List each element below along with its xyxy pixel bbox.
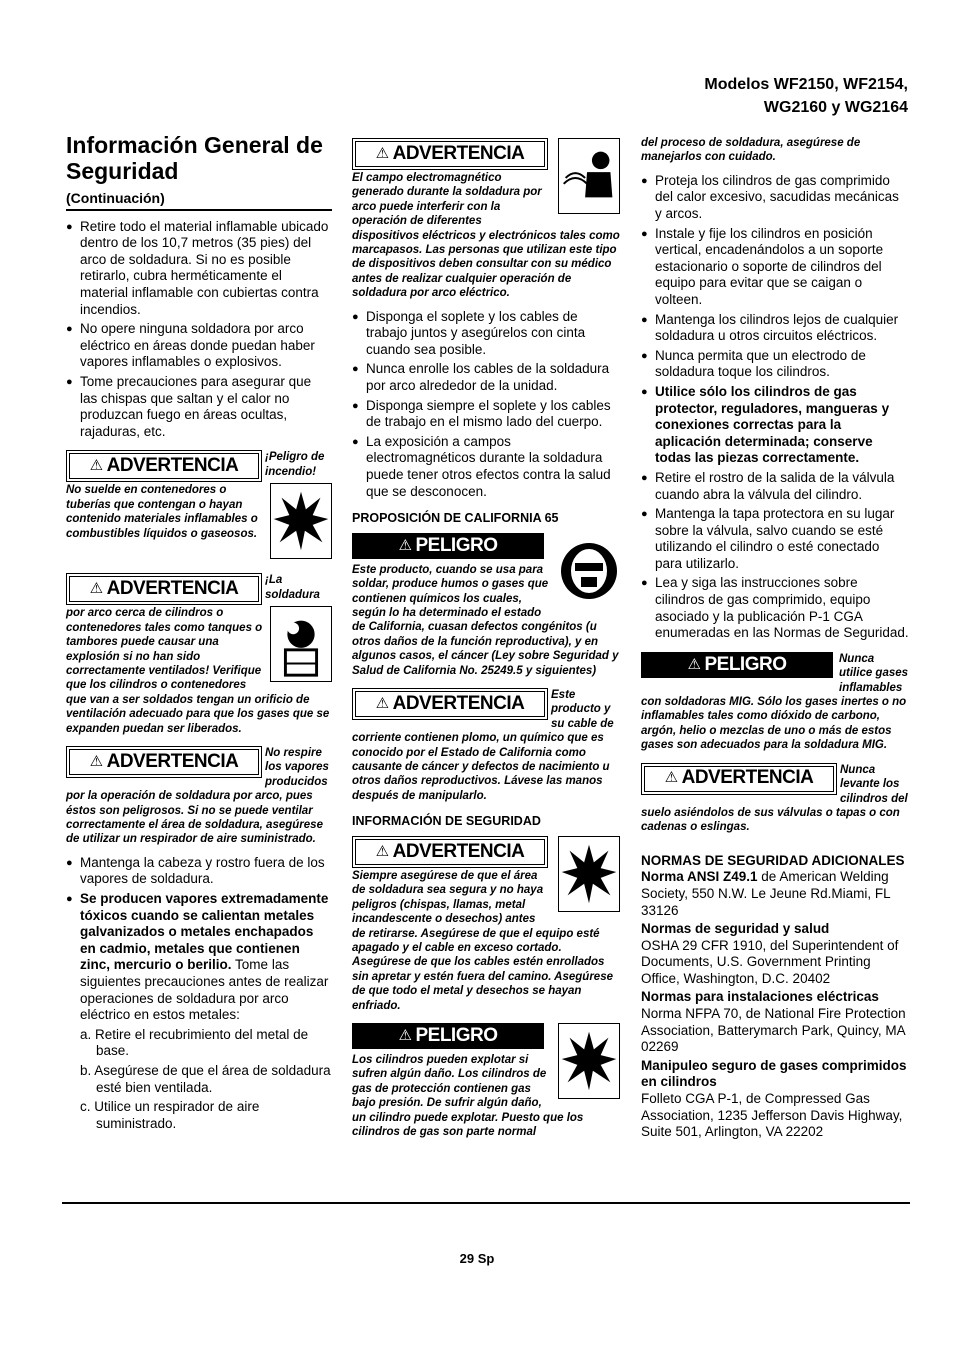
danger-block: ⚠ PELIGRO Nunca utilice gases inflamables con soldadoras MIG. Sólo los gases inertes o no inflamables tales como dióxido de carbono, argón, helio o mezclas de uno o más de estos gases son adecuados para la soldadura MIG. <box>641 652 909 752</box>
advertencia-badge: ⚠ ADVERTENCIA <box>69 576 259 602</box>
list-item: ● Tome precauciones para asegurar que las chispas que saltan y el calor no produzcan fuego en áreas ocultas, rajaduras, etc. <box>66 374 332 440</box>
standard-heading: Normas de seguridad y salud <box>641 921 830 937</box>
warning-block: ⚠ ADVERTENCIA ¡La soldadura por arco cerca de cilindros o contenedores tales como tanques o tambores puede causar una explosión si no han sido correctamente ventilados! Verifique que los cilindros o contenedores que van a ser soldados tengan un orificio de ventilación adecuado para que los gases que se expanden puedan ser liberados. <box>66 573 332 736</box>
warning-triangle-icon: ⚠ <box>375 144 389 162</box>
list-item: ● Retire todo el material inflamable ubicado dentro de los 10,7 metros (35 pies) del arco de soldadura. Si no es posible retirarlo, cubra herméticamente el material inflamable con cubiertas contra incendios. <box>66 219 332 319</box>
warning-triangle-icon: ⚠ <box>375 694 389 712</box>
standards-heading: NORMAS DE SEGURIDAD ADICIONALES <box>641 852 905 868</box>
warning-block: ⚠ ADVERTENCIA Este producto y su cable de corriente contienen plomo, un químico que es conocido por el Estado de California como causante de cáncer y defectos de nacimiento u otros daños reproductivos. Lávese las manos después de manipularlo. <box>352 689 614 802</box>
list-item: ● Mantenga los cilindros lejos de cualquier soldadura u otros circuitos eléctricos. <box>641 312 909 345</box>
list-item: c. Utilice un respirador de aire suministrado. <box>80 1099 260 1131</box>
list-item: ● Utilice sólo los cilindros de gas protector, reguladores, mangueras y conexiones correctas para la aplicación determinada; conserve todas las piezas correctamente. <box>641 384 909 467</box>
list-item: ● Proteja los cilindros de gas comprimido del calor excesivo, sacudidas mecánicas y arcos. <box>641 173 909 223</box>
list-item: ● Nunca permita que un electrodo de soldadura toque los cilindros. <box>641 348 909 381</box>
bullet-list-1 <box>66 219 332 441</box>
sub-list <box>66 1027 332 1133</box>
danger-block: ⚠ PELIGRO Este producto, cuando se usa para soldar, produce humos o gases que contienen químicos los cuales, según lo ha determinado el estado de California, cuasan defectos congénitos (u otros daños de la función reproductiva), y en algunos casos, el cáncer (Ley sobre Seguridad y Salud de California No. 25249.5 y siguientes) <box>352 534 619 677</box>
warning-triangle-icon: ⚠ <box>398 1026 412 1044</box>
respirator-icon <box>558 533 620 609</box>
list-item: ● No opere ninguna soldadora por arco eléctrico en áreas donde puedan haber vapores inflamables o explosivos. <box>66 321 332 371</box>
list-item: a. Retire el recubrimiento del metal de base. <box>80 1026 309 1059</box>
list-item: ● Mantenga la tapa protectora en su lugar sobre la válvula, salvo cuando se esté utilizando el cilindro o esté conectado para utilizarlo. <box>641 506 909 572</box>
warning-block: ⚠ ADVERTENCIA Nunca levante los cilindros del suelo asiéndolos de sus válvulas o tapas o con cadenas o eslingas. <box>641 763 908 834</box>
advertencia-badge: ⚠ ADVERTENCIA <box>355 691 545 717</box>
models-header: Modelos WF2150, WF2154, WG2160 y WG2164 <box>704 76 908 116</box>
column-1 <box>66 132 332 1135</box>
list-item: ● Nunca enrolle los cables de la soldadura por arco alrededor de la unidad. <box>352 361 620 394</box>
advertencia-badge: ⚠ ADVERTENCIA <box>69 453 259 479</box>
warning-triangle-icon: ⚠ <box>664 769 678 787</box>
warning-triangle-icon: ⚠ <box>398 536 412 554</box>
advertencia-badge: ⚠ ADVERTENCIA <box>644 766 834 792</box>
warning-triangle-icon: ⚠ <box>687 655 701 673</box>
peligro-badge: ⚠ PELIGRO <box>641 652 833 678</box>
footer-rule <box>62 1202 910 1204</box>
advertencia-badge: ⚠ ADVERTENCIA <box>355 141 545 167</box>
explosion-icon <box>270 483 332 559</box>
warning-triangle-icon: ⚠ <box>89 752 103 770</box>
list-item: ● Retire el rostro de la salida de la válvula cuando abra la válvula del cilindro. <box>641 470 909 503</box>
explosion-icon <box>558 836 620 912</box>
list-item: ● Lea y siga las instrucciones sobre cilindros de gas comprimido, equipo asociado y la publicación P-1 CGA enumeradas en las Normas de Seguridad. <box>641 575 909 641</box>
standard-ansi: Norma ANSI Z49.1 de American Welding Society, 550 N.W. Le Jeune Rd.Miami, FL 33126 <box>641 869 891 918</box>
warning-block: ⚠ ADVERTENCIA El campo electromagnético generado durante la soldadura por arco puede interferir con la operación de diferentes dispositivos eléctricos y electrónicos tales como marcapasos. Las personas que utilizan este tipo de dispositivos deben consultar con su médico antes de realizar cualquier operación de soldadura por arco eléctrico. <box>352 138 620 301</box>
list-item: ● Disponga el soplete y los cables de trabajo juntos y asegúrelos con cinta cuando sea posible. <box>352 309 620 359</box>
safety-info-heading: INFORMACIÓN DE SEGURIDAD <box>352 814 541 829</box>
list-item: ● Mantenga la cabeza y rostro fuera de los vapores de soldadura. <box>66 855 332 888</box>
list-item: b. Asegúrese de que el área de soldadura esté bien ventilada. <box>80 1062 331 1095</box>
column-3 <box>641 136 909 1141</box>
list-item: ● Se producen vapores extremadamente tóxicos cuando se calientan metales galvanizados o metales enchapados en cadmio, metales que contienen zinc, mercurio o berilio. Tome las siguientes precauciones antes de realizar operaciones de soldadura por arco eléctrico en estos metales: <box>66 891 332 1024</box>
warning-triangle-icon: ⚠ <box>89 580 103 598</box>
continued-text: del proceso de soldadura, asegúrese de manejarlos con cuidado. <box>641 137 861 164</box>
page-subtitle: (Continuación) <box>66 190 332 211</box>
cylinder-explosion-icon <box>270 606 332 682</box>
list-item: ● Instale y fije los cilindros en posición vertical, encadenándolos a un soporte estacionario o soporte de cilindros del equipo para evitar que se caigan o volteen. <box>641 226 909 309</box>
column-2 <box>352 138 620 1139</box>
peligro-badge: ⚠ PELIGRO <box>352 533 544 559</box>
bullet-list-4 <box>641 173 909 642</box>
list-item: ● Disponga siempre el soplete y los cables de trabajo en el mismo lado del cuerpo. <box>352 398 620 431</box>
standard-text: Norma NFPA 70, de National Fire Protection Association, Batterymarch Park, Quincy, MA 02269 <box>641 1006 906 1055</box>
list-item: ● La exposición a campos electromagnéticos durante la soldadura puede tener otros efectos contra la salud que se desconocen. <box>352 434 620 500</box>
warning-block: ⚠ ADVERTENCIA No respire los vapores producidos por la operación de soldadura por arco, pues éstos son peligrosos. Si no se puede ventilar correctamente el área de soldadura, asegúrese de utilizar un respirador de aire suministrado. <box>66 746 329 846</box>
prop65-heading: PROPOSICIÓN DE CALIFORNIA 65 <box>352 511 559 526</box>
advertencia-badge: ⚠ ADVERTENCIA <box>69 749 259 775</box>
warning-triangle-icon: ⚠ <box>89 457 103 475</box>
page-title: Información General de Seguridad <box>66 132 323 184</box>
standard-heading: Manipuleo seguro de gases comprimidos en cilindros <box>641 1057 907 1090</box>
welder-pacemaker-icon <box>558 138 620 214</box>
additional-standards <box>641 853 909 1141</box>
advertencia-badge: ⚠ ADVERTENCIA <box>355 839 545 865</box>
standard-heading: Normas para instalaciones eléctricas <box>641 989 879 1005</box>
standard-text: OSHA 29 CFR 1910, del Superintendent of Documents, U.S. Government Printing Office, Washington, D.C. 20402 <box>641 937 899 986</box>
bullet-list-2 <box>66 855 332 1024</box>
page-number: 29 Sp <box>459 1251 495 1266</box>
peligro-badge: ⚠ PELIGRO <box>352 1023 544 1049</box>
standard-text: Folleto CGA P-1, de Compressed Gas Association, 1235 Jefferson Davis Highway, Suite 501, Arlington, VA 22202 <box>641 1091 903 1140</box>
warning-block: ⚠ ADVERTENCIA Siempre asegúrese de que el área de soldadura sea segura y no haya peligros (chispas, llamas, metal incandescente o desechos) antes de retirarse. Asegúrese de que el equipo esté apagado y el cable en exceso cortado. Asegúrese de que los cables estén enrollados sin apretar y estén fuera del camino. Asegúrese de que todo el metal y desechos se hayan enfriado. <box>352 836 620 1013</box>
bullet-list-3 <box>352 309 620 501</box>
warning-triangle-icon: ⚠ <box>375 842 389 860</box>
danger-block: ⚠ PELIGRO Los cilindros pueden explotar si sufren algún daño. Los cilindros de gas de protección contienen gas bajo presión. De sufrir algún daño, un cilindro puede explotar. Puesto que los cilindros de gas son parte normal <box>352 1023 620 1139</box>
warning-block: ⚠ ADVERTENCIA ¡Peligro de incendio! No suelde en contenedores o tuberías que contengan o hayan contenido materiales inflamables o combustibles líquidos o gaseosos. <box>66 450 332 563</box>
explosion-icon <box>558 1023 620 1099</box>
